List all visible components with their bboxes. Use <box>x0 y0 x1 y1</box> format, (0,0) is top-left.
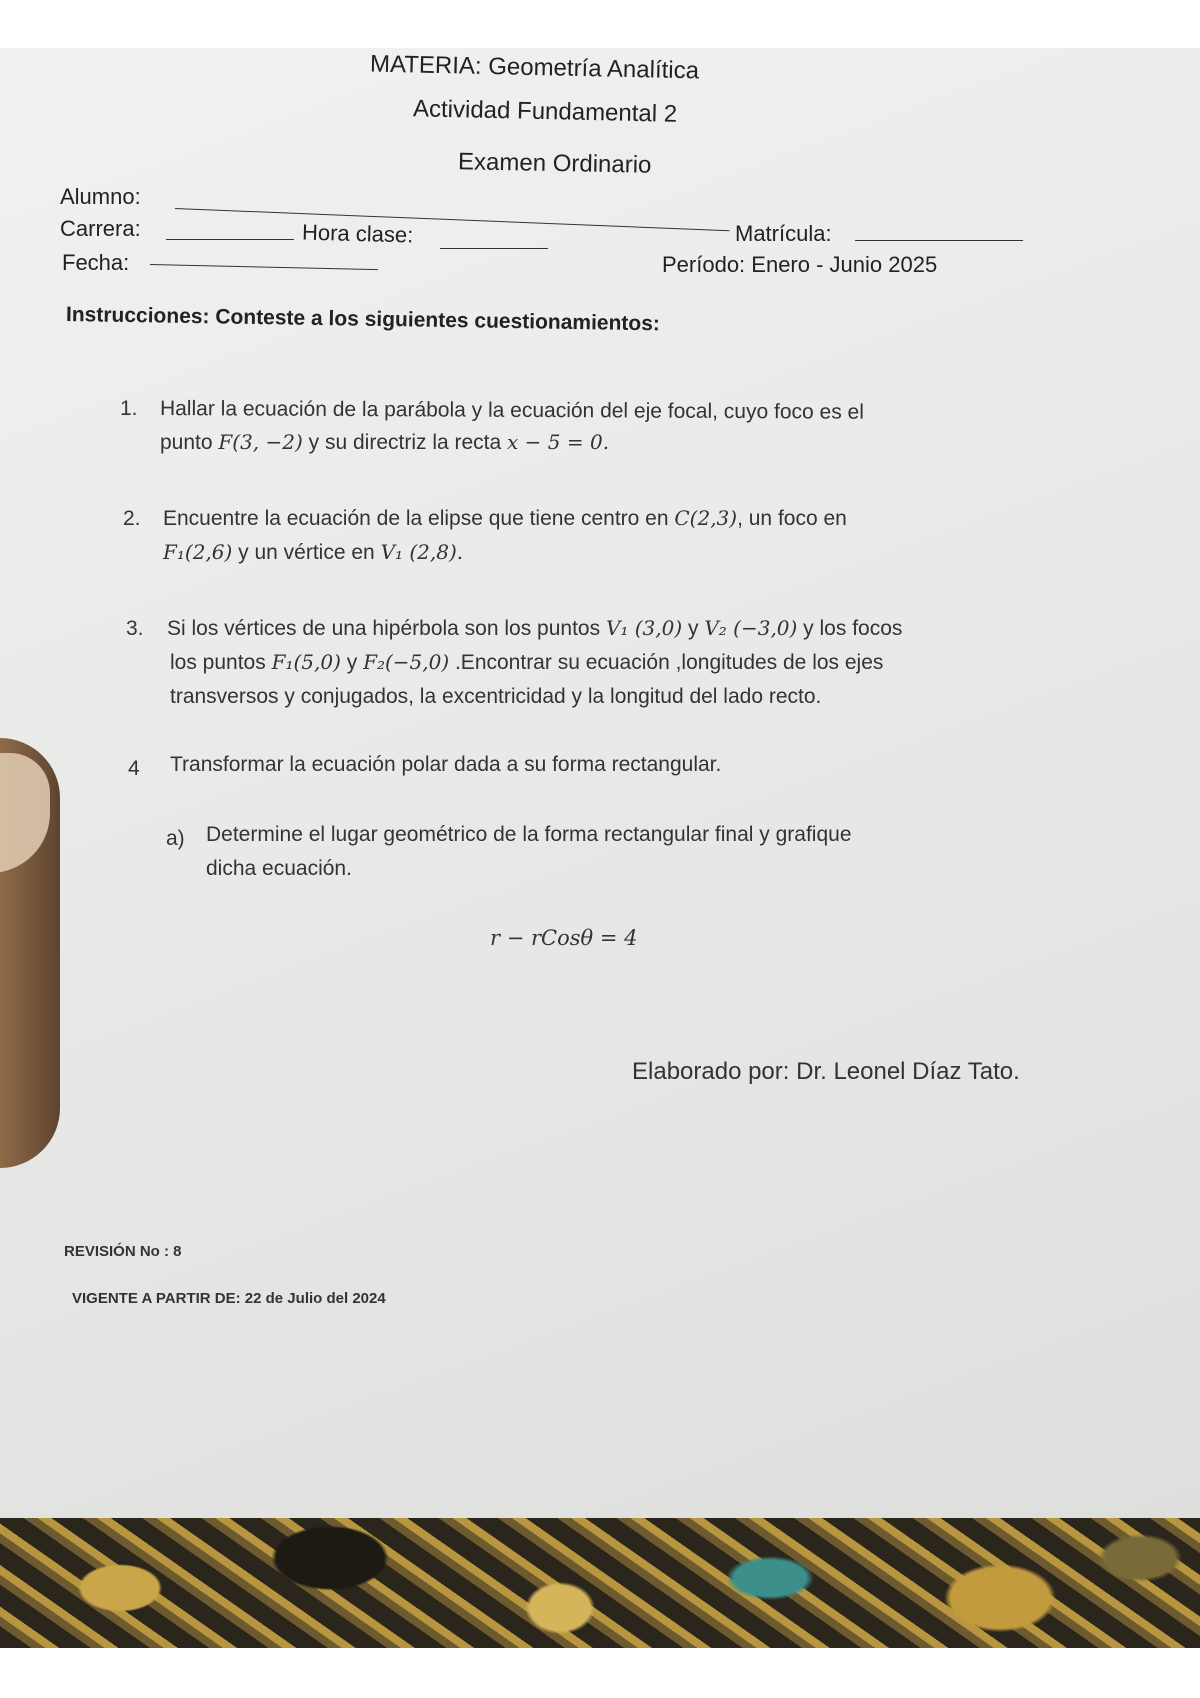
q3-text-b: y <box>682 617 705 640</box>
question-2-line-1 <box>163 508 847 529</box>
q2-math-center: C(2,3) <box>674 506 738 530</box>
photo <box>0 48 1200 1648</box>
q3-text-d: los puntos <box>170 651 272 674</box>
question-4a-line-1: Determine el lugar geométrico de la forma rectangular final y grafique <box>206 823 852 846</box>
question-2-line-2 <box>163 542 463 563</box>
exam-sheet <box>0 48 1200 1520</box>
q3-text-a: Si los vértices de una hipérbola son los puntos <box>167 617 606 640</box>
q3-text-f: .Encontrar su ecuación ,longitudes de los ejes <box>449 651 884 674</box>
q3-text-e: y <box>340 651 364 674</box>
question-3-number: 3. <box>126 617 144 640</box>
fabric-background <box>0 1518 1200 1648</box>
id-label: Matrícula: <box>735 221 832 246</box>
class-time-line[interactable] <box>440 248 548 249</box>
question-1-number: 1. <box>120 397 138 420</box>
student-line[interactable] <box>175 208 730 231</box>
q1-math-focus: F(3, −2) <box>218 430 303 454</box>
q3-math-f2: F₂(−5,0) <box>363 650 450 674</box>
student-label: Alumno: <box>60 184 141 209</box>
q3-math-v2: V₂ (−3,0) <box>704 616 798 640</box>
question-1-line-1: Hallar la ecuación de la parábola y la ecuación del eje focal, cuyo foco es el <box>159 397 864 424</box>
question-4-line-1: Transformar la ecuación polar dada a su forma rectangular. <box>170 753 722 776</box>
q3-text-c: y los focos <box>797 617 903 640</box>
revision: REVISIÓN No : 8 <box>64 1243 182 1260</box>
question-4a-label: a) <box>166 827 185 850</box>
period-label: Período: Enero - Junio 2025 <box>662 252 938 277</box>
q2-math-vertex: V₁ (2,8). <box>380 540 464 564</box>
subject-title: MATERIA: Geometría Analítica <box>369 50 700 85</box>
activity-title: Actividad Fundamental 2 <box>412 95 678 128</box>
q1-text-a: punto <box>160 431 219 454</box>
exam-title: Examen Ordinario <box>457 148 652 179</box>
q1-text-b: y su directriz la recta <box>302 431 508 454</box>
date-line[interactable] <box>150 264 378 270</box>
class-time-label: Hora clase: <box>301 219 414 248</box>
question-1-line-2 <box>160 432 609 453</box>
q3-math-f1: F₁(5,0) <box>271 650 341 674</box>
career-label: Carrera: <box>60 216 141 241</box>
date-label: Fecha: <box>62 250 130 275</box>
question-3-line-3: transversos y conjugados, la excentricidad y la longitud del lado recto. <box>170 685 822 708</box>
author: Elaborado por: Dr. Leonel Díaz Tato. <box>632 1058 1020 1085</box>
career-line[interactable] <box>166 239 294 240</box>
q2-math-focus: F₁(2,6) <box>163 540 233 564</box>
question-4a-line-2: dicha ecuación. <box>206 857 352 880</box>
q2-text-a: Encuentre la ecuación de la elipse que tiene centro en <box>163 507 675 530</box>
q2-text-b: , un foco en <box>737 507 847 530</box>
question-3-line-1 <box>167 618 902 639</box>
question-4-number: 4 <box>128 757 140 780</box>
q2-text-c: y un vértice en <box>232 541 381 564</box>
q1-math-directrix: x − 5 = 0. <box>507 430 610 454</box>
question-3-line-2 <box>170 652 883 673</box>
q3-math-v1: V₁ (3,0) <box>605 616 683 640</box>
question-2-number: 2. <box>123 507 141 530</box>
id-line[interactable] <box>855 240 1023 241</box>
polar-equation: r − rCosθ = 4 <box>490 926 638 950</box>
valid-from: VIGENTE A PARTIR DE: 22 de Julio del 2024 <box>72 1290 386 1307</box>
instructions: Instrucciones: Conteste a los siguientes cuestionamientos: <box>65 303 661 336</box>
